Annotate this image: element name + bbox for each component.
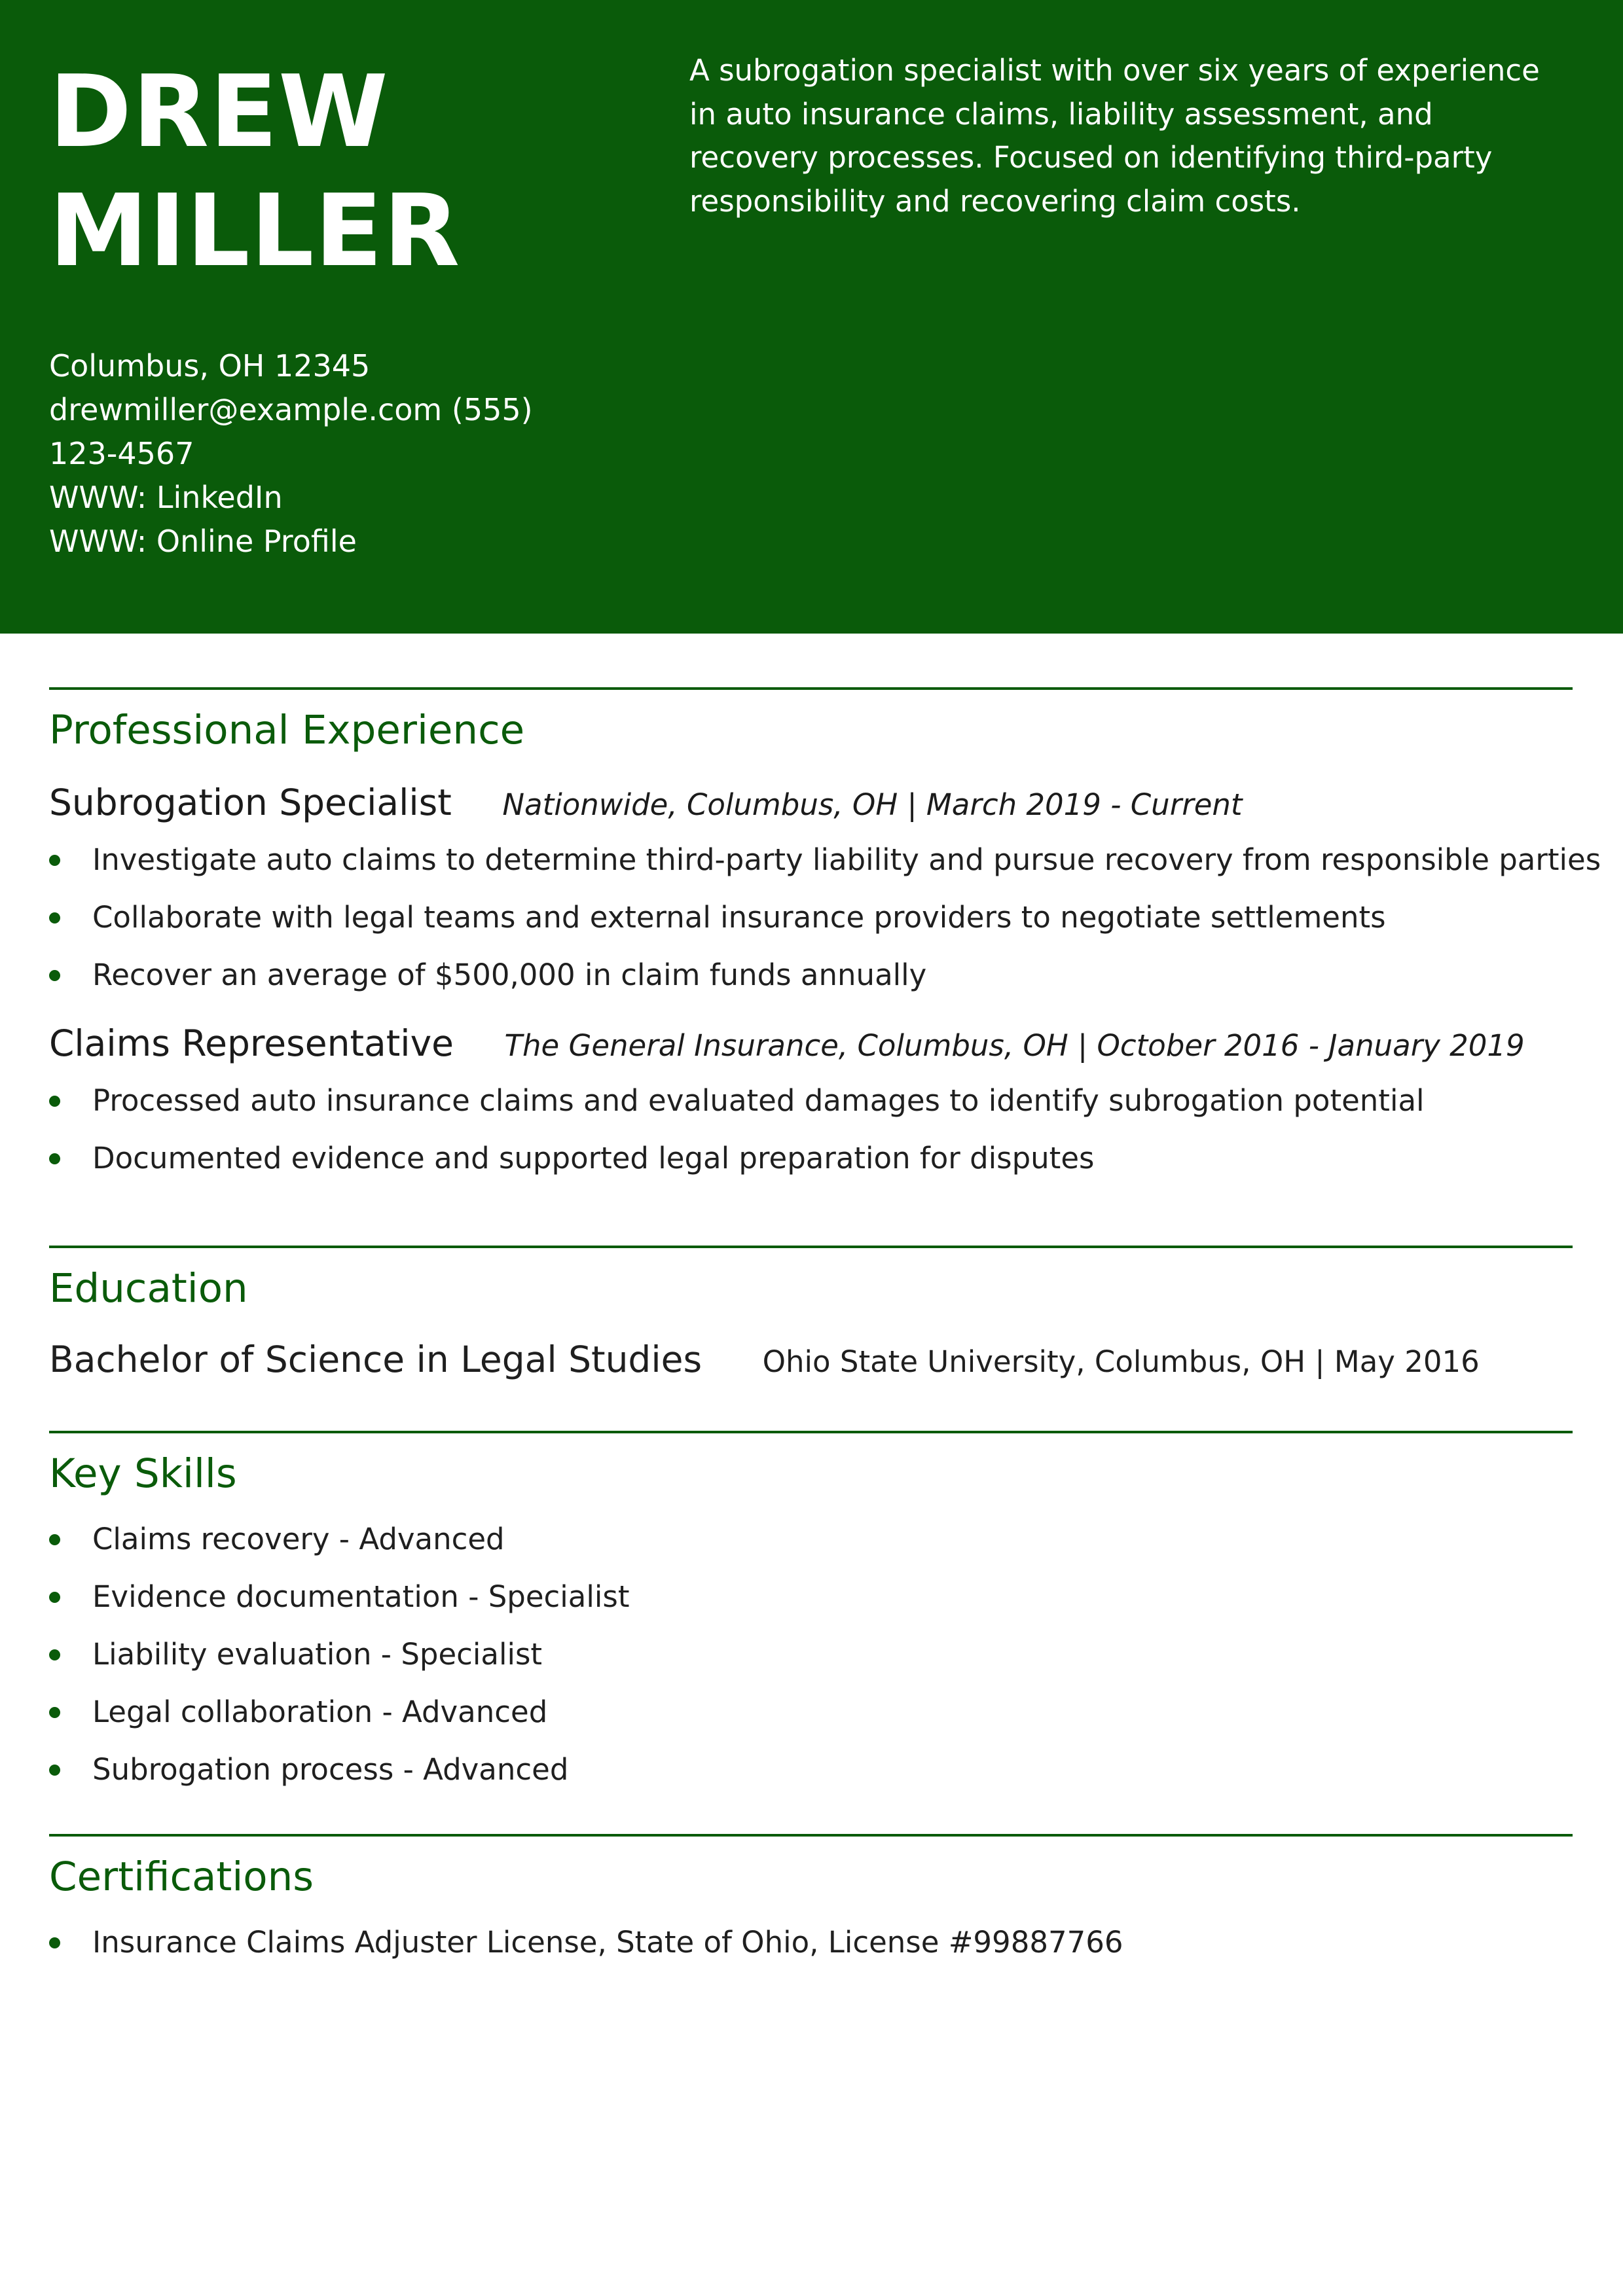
job-meta: The General Insurance, Columbus, OH | October 2016 - January 2019 [504, 1028, 1525, 1063]
list-item: Claims recovery - Advanced [49, 1511, 1573, 1568]
list-item: Documented evidence and supported legal preparation for disputes [49, 1130, 1573, 1187]
skills-list [49, 1511, 1573, 1799]
bullet-icon [49, 1592, 60, 1603]
job-header [49, 776, 1573, 831]
degree: Bachelor of Science in Legal Studies [49, 1338, 702, 1380]
first-name: DREW [49, 54, 389, 170]
job-title: Subrogation Specialist [49, 781, 452, 823]
bullet-icon [49, 1765, 60, 1776]
job-meta: Nationwide, Columbus, OH | March 2019 - Current [502, 787, 1243, 822]
section-divider [49, 1834, 1573, 1837]
list-item: Insurance Claims Adjuster License, State of Ohio, License #99887766 [49, 1914, 1573, 1971]
section-divider [49, 1246, 1573, 1248]
job-header [49, 1017, 1573, 1072]
list-item: Legal collaboration - Advanced [49, 1683, 1573, 1741]
certifications-list [49, 1914, 1573, 1971]
school: Ohio State University, Columbus, OH | May 2016 [762, 1344, 1480, 1379]
last-name: MILLER [49, 173, 461, 289]
job-bullets [49, 1072, 1573, 1187]
candidate-name [49, 52, 638, 291]
section-title-skills: Key Skills [49, 1450, 237, 1497]
linkedin-link[interactable]: WWW: LinkedIn [49, 480, 283, 515]
list-item: Recover an average of $500,000 in claim funds annually [49, 946, 1573, 1004]
bullet-icon [49, 1649, 60, 1660]
bullet-icon [49, 912, 60, 924]
list-item: Processed auto insurance claims and evaluated damages to identify subrogation potential [49, 1072, 1573, 1130]
resume-header [0, 0, 1623, 634]
contact-block [49, 344, 540, 564]
list-item: Subrogation process - Advanced [49, 1741, 1573, 1799]
skills-section [49, 1431, 1573, 1799]
bullet-icon [49, 1153, 60, 1164]
education-entry [49, 1333, 1573, 1388]
bullet-icon [49, 1707, 60, 1718]
professional-summary: A subrogation specialist with over six years of experience in auto insurance claims, liability assessment, and recovery processes. Focused on identifying third-party responsibility and recovering claim costs. [689, 53, 1540, 219]
section-divider [49, 1431, 1573, 1433]
list-item: Collaborate with legal teams and external insurance providers to negotiate settlements [49, 889, 1573, 946]
education-section [49, 1246, 1573, 1388]
job-title: Claims Representative [49, 1022, 454, 1064]
bullet-icon [49, 1937, 60, 1948]
job-bullets [49, 831, 1601, 1004]
experience-section [49, 687, 1601, 1187]
section-title-education: Education [49, 1265, 248, 1312]
list-item: Evidence documentation - Specialist [49, 1568, 1573, 1626]
bullet-icon [49, 1096, 60, 1107]
bullet-icon [49, 855, 60, 866]
section-title-certifications: Certifications [49, 1854, 314, 1900]
list-item: Liability evaluation - Specialist [49, 1626, 1573, 1683]
bullet-icon [49, 970, 60, 981]
contact-phone: 123-4567 [49, 436, 194, 471]
certifications-section [49, 1834, 1573, 1971]
contact-email[interactable]: drewmiller@example.com (555) [49, 392, 533, 427]
section-divider [49, 687, 1573, 690]
section-title-experience: Professional Experience [49, 707, 525, 753]
contact-location: Columbus, OH 12345 [49, 348, 371, 384]
online-profile-link[interactable]: WWW: Online Profile [49, 524, 357, 559]
bullet-icon [49, 1534, 60, 1545]
list-item: Investigate auto claims to determine third-party liability and pursue recovery from responsible parties [49, 831, 1573, 889]
